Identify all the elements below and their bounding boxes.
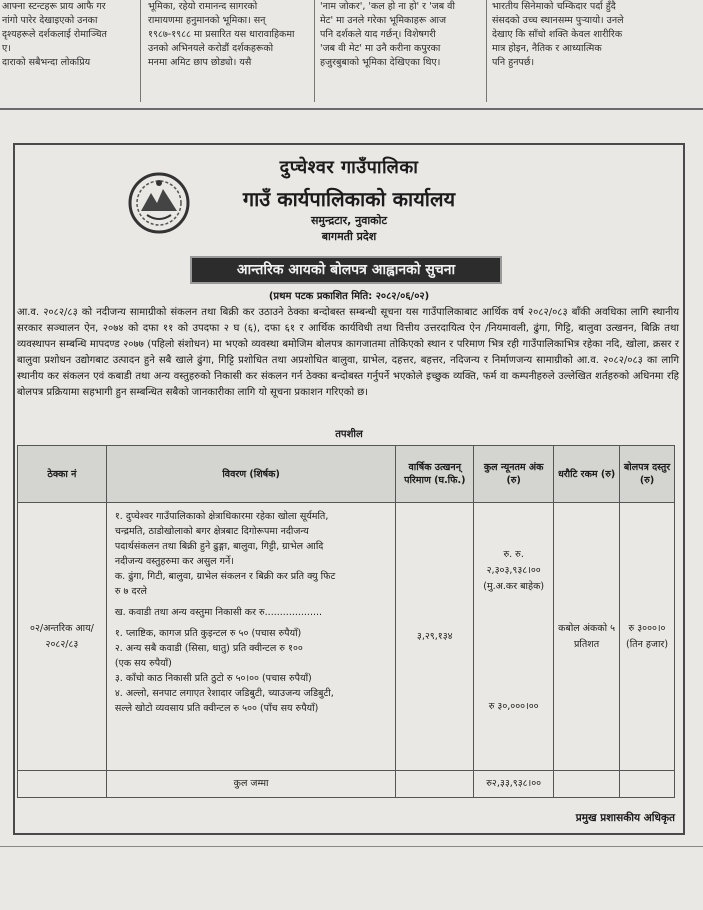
column-divider [486,0,487,102]
fee-line: रु ३०००।० [628,622,666,634]
desc-line: नदीजन्य वस्तुहरुमा कर असुल गर्ने। [114,556,234,567]
header-description: विवरण (शिर्षक) [106,446,395,503]
contract-number: ०२/अन्तरिक आय/ २०८२/८३ [18,503,107,771]
article-line: मात्र होइन, नैतिक र आध्यात्मिक [492,43,602,54]
desc-line: पदार्थसंकलन तथा बिक्री हुने ढुङ्गा, बालुवा, गिट्टी, ग्राभेल आदि [114,541,324,552]
header-bid-fee: बोलपत्र दस्तुर (रु) [620,446,675,503]
article-line: रामायणमा हनुमानको भूमिका। सन् [148,15,266,26]
article-line: ए। [2,43,11,54]
column-divider [140,0,141,102]
article-line: मेट' मा उनले गरेका भूमिकाहरू आज [320,15,446,26]
desc-line: सल्ले खोटो व्यवसाय प्रति क्वीन्टल रु ५०० (पाँच सय रुपैयाँ) [114,703,319,714]
newspaper-top-strip [0,0,703,110]
desc-line: ख. कवाडी तथा अन्य वस्तुमा निकासी कर रु................... [114,607,323,618]
article-column-3 [320,0,480,100]
amount-line: २,३०३,९३८।०० [486,565,541,576]
office-address: समुन्द्रटार, नुवाकोट [310,214,388,227]
table-header-row [18,446,675,503]
column-divider [314,0,315,102]
article-line: संसदको उच्च स्थानसम्म पुर्‍यायो। उनले [492,15,624,26]
article-line: मनमा अमिट छाप छोड्यो। यसै [148,57,252,68]
desc-line: ३. काँचो काठ निकासी प्रति ठुटो रु ५०।०० (पचास रुपैयाँ) [114,673,312,684]
article-line: 'जब वी मेट' मा उनै करीना कपुरका [320,43,441,54]
desc-line: १. प्लाष्टिक, कागज प्रति कुइन्टल रु ५० (पचास रुपैयाँ) [114,628,302,639]
tender-notice [13,143,685,835]
bid-fee [620,503,675,771]
article-column-4 [492,0,667,100]
article-line: दाराको सबैभन्दा लोकप्रिय [2,57,91,68]
article-line: भारतीय सिनेमाको चम्किदार पर्दा हुँदै [492,1,616,12]
desc-line: क. ढुंगा, गिटी, बालुवा, ग्राभेल संकलन र बिक्री कर प्रति क्यु फिट [114,571,336,582]
header-contract-no: ठेक्का नं [18,446,107,503]
article-column-1 [2,0,130,100]
amount-line: (मु.अ.कर बाहेक) [483,581,545,592]
total-amount: रु२,३३,९३८।०० [474,771,554,798]
desc-line: २. अन्य सबै कवाडी (सिसा, धातु) प्रति क्वीन्टल रु १०० [114,643,303,654]
tender-details-table [17,445,675,798]
minimum-amount [474,547,553,595]
total-label: कुल जम्मा [106,771,395,798]
article-column-2 [148,0,308,100]
notice-title-banner: आन्तरिक आयको बोलपत्र आह्वानको सुचना [190,256,502,284]
fee-line: (तिन हजार) [626,638,669,650]
table-row [18,503,675,771]
header-deposit: धरौटि रकम (रु) [554,446,620,503]
header-minimum-amount: कुल न्यूनतम अंक (रु) [474,446,554,503]
header-annual-volume: वार्षिक उत्खनन् परिमाण (घ.फि.) [396,446,474,503]
article-line: देखाए कि साँचो शक्ति केवल शारीरिक [492,29,623,40]
deposit-amount: कबोल अंकको ५ प्रतिशत [554,503,620,771]
page-divider [0,846,703,847]
notice-body: आ.व. २०८२/८३ को नदीजन्य सामाग्रीको संकलन तथा बिक्री कर उठाउने ठेक्का बन्दोबस्त सम्बन्धी सूचना यस गाउँपालिकाबाट आर्थिक वर्ष २०८२/०८३ बाँकी अवधिका लागि स्थानीय सरकार सञ्चालन ऐन, २०७४ को दफा ११ को उपदफा २ घ (६), दफा ६१ र आर्थिक कार्यविधी तथा वित्तीय उत्तरदायित्व ऐन /नियमावली, ढुंगा, गिट्टि, बालुवा उत्खनन, बिक्रि तथा व्यवस्थापन सम्बन्धि मापदण्ड २०७७ (पहिलो संशोधन) मा भएको व्यवस्था बमोजिम बोलपत्र कागजातमा तोकिएको स्थान र परिमाण भित्र रही गाउँपालिकाभित्र रहेका नदि, खोला, क्रसर र बालुवा प्रशोधन उद्योगबाट उत्पादन हुने सबै खाले ढुंगा, गिट्टि प्रशोधित तथा अप्रशोधित बालुवा, ग्राभेल, दहत्तर, बहत्तर, नदिजन्य र निर्माणजन्य सामाग्रीको आ.व. २०८२/०८३ का लागि स्थानीय कर संकलन एवं कबाडी तथा अन्य वस्तुहरुको निकासी कर संकलन गर्न ठेक्का बन्दोबस्त गर्नुपर्ने भएकोले इच्छुक व्यक्ति, फर्म वा कम्पनीहरुले उल्लेखित शर्तहरुको अधिनमा रहि बोलपत्र प्रक्रियामा सहभागी हुन सम्बन्धित सबैको जानकारीका लागि यो सूचना प्रकाशन गरिएको छ। [17,307,679,398]
scrap-amount: रु ३०,०००।०० [488,701,539,712]
publication-date: (प्रथम पटक प्रकाशित मिति: २०८२/०६/०२) [268,291,430,302]
article-line: पनि दर्शकले याद गर्छन्। विशेषगरी [320,29,436,40]
article-line: दृश्यहरूले दर्शकलाई रोमाञ्चित [2,29,107,40]
total-row [18,771,675,798]
article-line: पनि हुनपर्छ। [492,57,535,68]
article-line: नांगो पारेर देखाइएको उनका [2,15,98,26]
article-line: आफ्ना स्टन्टहरू प्राय आफै गर [2,1,106,12]
article-line: उनको अभिनयले करोडौं दर्शकहरूको [148,43,274,54]
province-name: बागमती प्रदेश [321,230,377,243]
amount-line: रु. रु. [503,549,524,560]
desc-line: ४. अल्लो, सनपाट लगाएत रेशादार जडिबुटी, च्याउजन्य जडिबुटी, [114,688,334,699]
article-line: हजुरबुबाको भूमिका देखिएका थिए। [320,57,441,68]
article-line: १९८७-१९८८ मा प्रसारित यस धारावाहिकमा [148,29,295,40]
article-line: 'नाम जोकर', 'कल हो ना हो' र 'जब वी [320,1,455,12]
desc-line: १. दुप्चेश्वर गाउँपालिकाको क्षेत्राधिकारमा रहेका खोला सूर्यमति, [114,511,329,522]
desc-line: रु ७ दरले [114,586,147,597]
municipality-name: दुप्चेश्वर गाउँपालिका [279,157,419,178]
annual-volume: ३,२९,१३४ [396,503,474,771]
desc-line: चन्द्रमति, ठाडोखोलाको बगर क्षेत्रबाट दिगोरूपमा नदीजन्य [114,526,309,537]
minimum-amount-cell [474,503,554,771]
description-cell [106,503,395,771]
signatory-title: प्रमुख प्रशासकीय अधिकृत [575,812,675,824]
details-heading: तपशील [335,429,363,440]
desc-line: (एक सय रुपैयाँ) [114,658,172,669]
office-name: गाउँ कार्यपालिकाको कार्यालय [242,187,456,211]
article-line: भूमिका, रहेयो रामानन्द सागरको [148,1,258,12]
